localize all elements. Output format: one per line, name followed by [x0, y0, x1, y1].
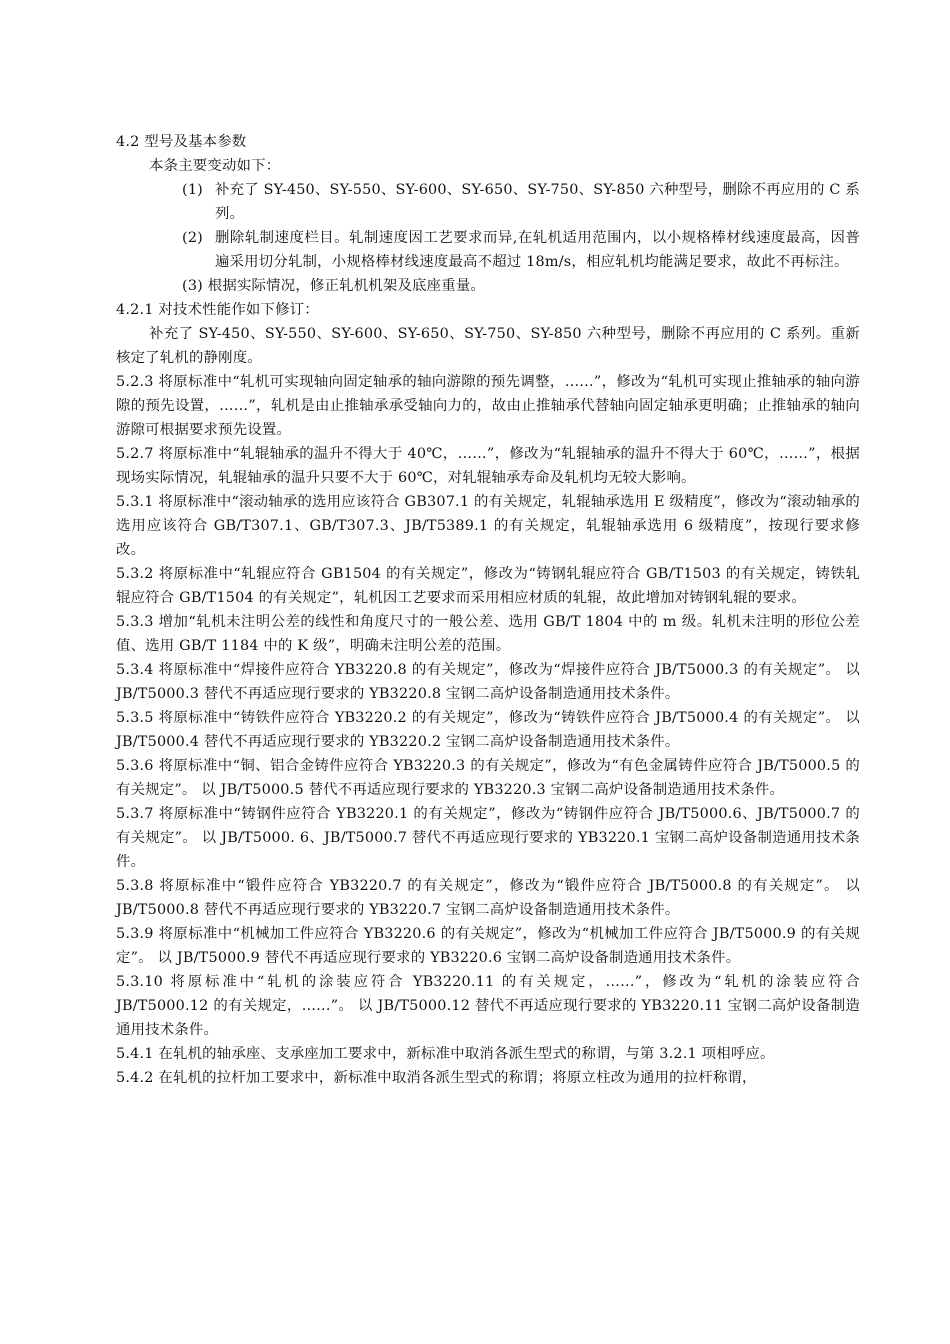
paragraph: 5.2.7 将原标准中“轧辊轴承的温升不得大于 40℃，……”，修改为“轧辊轴承的温升不得大于 60℃，……”，根据现场实际情况，轧辊轴承的温升只要不大于 60℃，对轧辊轴承寿命及轧机均无较大影响。: [116, 446, 860, 486]
paragraph: 5.2.3 将原标准中“轧机可实现轴向固定轴承的轴向游隙的预先调整，……”，修改为“轧机可实现止推轴承的轴向游隙的预先设置，……”，轧机是由止推轴承承受轴向力的，故由止推轴承代替轴向固定轴承更明确；止推轴承的轴向游隙可根据要求预先设置。: [116, 374, 860, 438]
paragraph: 5.4.2 在轧机的拉杆加工要求中，新标准中取消各派生型式的称谓；将原立柱改为通用的拉杆称谓，: [116, 1070, 757, 1086]
paragraph: 5.3.7 将原标准中“铸钢件应符合 YB3220.1 的有关规定”，修改为“铸钢件应符合 JB/T5000.6、JB/T5000.7 的有关规定”。 以 JB/T5000. 6、JB/T5000.7 替代不再适应现行要求的 YB3220.1 宝钢二高炉设备制造通用技术条件。: [116, 806, 860, 870]
paragraph: 4.2.1 对技术性能作如下修订：: [116, 302, 319, 318]
paragraph: 5.3.10 将原标准中“轧机的涂装应符合 YB3220.11 的有关规定，……”，修改为“轧机的涂装应符合 JB/T5000.12 的有关规定，……”。 以 JB/T5000.12 替代不再适应现行要求的 YB3220.11 宝钢二高炉设备制造通用技术条件。: [116, 974, 860, 1038]
list-item: [182, 178, 860, 226]
paragraph: 5.3.8 将原标准中“锻件应符合 YB3220.7 的有关规定”，修改为“锻件应符合 JB/T5000.8 的有关规定”。 以 JB/T5000.8 替代不再适应现行要求的 YB3220.7 宝钢二高炉设备制造通用技术条件。: [116, 878, 860, 918]
paragraph: 5.3.9 将原标准中“机械加工件应符合 YB3220.6 的有关规定”，修改为“机械加工件应符合 JB/T5000.9 的有关规定”。 以 JB/T5000.9 替代不再适应现行要求的 YB3220.6 宝钢二高炉设备制造通用技术条件。: [116, 926, 860, 966]
paragraph: 5.3.4 将原标准中“焊接件应符合 YB3220.8 的有关规定”，修改为“焊接件应符合 JB/T5000.3 的有关规定”。 以 JB/T5000.3 替代不再适应现行要求的 YB3220.8 宝钢二高炉设备制造通用技术条件。: [116, 662, 860, 702]
paragraph: 5.3.1 将原标准中“滚动轴承的选用应该符合 GB307.1 的有关规定，轧辊轴承选用 E 级精度”，修改为“滚动轴承的选用应该符合 GB/T307.1、GB/T307.3、JB/T5389.1 的有关规定，轧辊轴承选用 6 级精度”，按现行要求修改。: [116, 494, 860, 558]
list-item-number: (1): [182, 182, 203, 198]
document-body: [116, 130, 860, 1090]
change-list: [116, 178, 860, 298]
paragraph: 本条主要变动如下：: [149, 158, 281, 174]
list-item-text: 补充了 SY-450、SY-550、SY-600、SY-650、SY-750、SY-850 六种型号，删除不再应用的 C 系列。: [215, 182, 860, 222]
section-heading: 4.2 型号及基本参数: [116, 134, 247, 150]
paragraph: 5.3.6 将原标准中“铜、铝合金铸件应符合 YB3220.3 的有关规定”，修改为“有色金属铸件应符合 JB/T5000.5 的有关规定”。 以 JB/T5000.5 替代不再适应现行要求的 YB3220.3 宝钢二高炉设备制造通用技术条件。: [116, 758, 860, 798]
paragraph: 5.3.2 将原标准中“轧辊应符合 GB1504 的有关规定”，修改为“铸钢轧辊应符合 GB/T1503 的有关规定，铸铁轧辊应符合 GB/T1504 的有关规定”，轧机因工艺要求而采用相应材质的轧辊，故此增加对铸钢轧辊的要求。: [116, 566, 860, 606]
list-item-text: 根据实际情况，修正轧机机架及底座重量。: [207, 278, 486, 294]
paragraph: 5.4.1 在轧机的轴承座、支承座加工要求中，新标准中取消各派生型式的称谓，与第 3.2.1 项相呼应。: [116, 1046, 775, 1062]
list-item: [182, 274, 860, 298]
paragraph: 补充了 SY-450、SY-550、SY-600、SY-650、SY-750、SY-850 六种型号，删除不再应用的 C 系列。重新核定了轧机的静刚度。: [116, 326, 860, 366]
list-item-number: (2): [182, 230, 203, 246]
paragraph: 5.3.3 增加“轧机未注明公差的线性和角度尺寸的一般公差、选用 GB/T 1804 中的 m 级。轧机未注明的形位公差值、选用 GB/T 1184 中的 K 级”，明确未注明公差的范围。: [116, 614, 860, 654]
list-item: [182, 226, 860, 274]
list-item-number: (3): [182, 278, 203, 294]
list-item-text: 删除轧制速度栏目。轧制速度因工艺要求而异,在轧机适用范围内，以小规格棒材线速度最高，因普遍采用切分轧制，小规格棒材线速度最高不超过 18m/s，相应轧机均能满足要求，故此不再标注。: [215, 230, 860, 270]
paragraph: 5.3.5 将原标准中“铸铁件应符合 YB3220.2 的有关规定”，修改为“铸铁件应符合 JB/T5000.4 的有关规定”。 以 JB/T5000.4 替代不再适应现行要求的 YB3220.2 宝钢二高炉设备制造通用技术条件。: [116, 710, 860, 750]
